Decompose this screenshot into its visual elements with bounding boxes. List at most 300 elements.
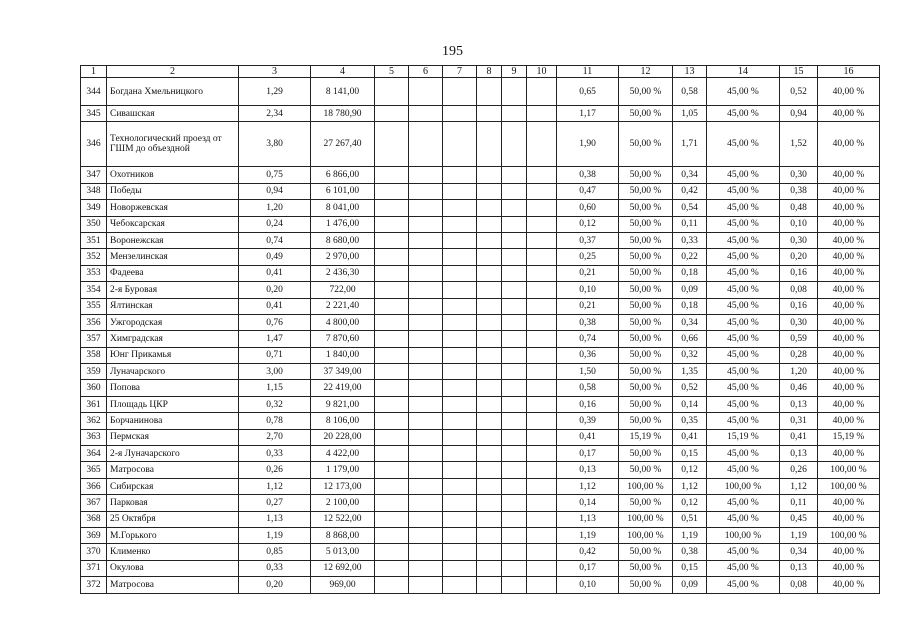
value-cell: 20 228,00 [311, 429, 375, 445]
value-cell: 0,58 [557, 380, 619, 396]
table-row [81, 560, 880, 576]
value-cell: 1,19 [673, 527, 707, 543]
empty-cell [502, 106, 527, 122]
empty-cell [443, 560, 477, 576]
value-cell: 0,38 [780, 183, 818, 199]
value-cell: 45,00 % [707, 122, 780, 167]
value-cell: 22 419,00 [311, 380, 375, 396]
value-cell: 0,11 [780, 495, 818, 511]
street-name: Попова [107, 380, 239, 396]
value-cell: 40,00 % [818, 122, 880, 167]
row-number: 369 [81, 527, 107, 543]
value-cell: 1 179,00 [311, 462, 375, 478]
empty-cell [502, 282, 527, 298]
value-cell: 2,70 [239, 429, 311, 445]
value-cell: 50,00 % [619, 413, 673, 429]
street-name: Ужгородская [107, 314, 239, 330]
value-cell: 40,00 % [818, 216, 880, 232]
value-cell: 0,26 [239, 462, 311, 478]
value-cell: 50,00 % [619, 577, 673, 593]
value-cell: 45,00 % [707, 183, 780, 199]
value-cell: 1,19 [239, 527, 311, 543]
street-name: 25 Октября [107, 511, 239, 527]
table-row [81, 232, 880, 248]
empty-cell [527, 249, 557, 265]
value-cell: 1 840,00 [311, 347, 375, 363]
value-cell: 0,65 [557, 78, 619, 106]
empty-cell [375, 511, 409, 527]
street-name: Мензелинская [107, 249, 239, 265]
empty-cell [502, 413, 527, 429]
empty-cell [443, 106, 477, 122]
row-number: 359 [81, 364, 107, 380]
value-cell: 0,35 [673, 413, 707, 429]
value-cell: 45,00 % [707, 282, 780, 298]
value-cell: 0,52 [780, 78, 818, 106]
column-header-11: 11 [557, 66, 619, 78]
value-cell: 0,41 [239, 298, 311, 314]
value-cell: 0,20 [239, 577, 311, 593]
value-cell: 27 267,40 [311, 122, 375, 167]
value-cell: 50,00 % [619, 347, 673, 363]
table-row [81, 314, 880, 330]
value-cell: 0,38 [673, 544, 707, 560]
value-cell: 0,26 [780, 462, 818, 478]
empty-cell [502, 560, 527, 576]
row-number: 371 [81, 560, 107, 576]
row-number: 358 [81, 347, 107, 363]
empty-cell [502, 122, 527, 167]
row-number: 360 [81, 380, 107, 396]
value-cell: 0,45 [780, 511, 818, 527]
row-number: 357 [81, 331, 107, 347]
value-cell: 12 692,00 [311, 560, 375, 576]
value-cell: 0,60 [557, 200, 619, 216]
empty-cell [527, 446, 557, 462]
empty-cell [409, 495, 443, 511]
value-cell: 0,12 [673, 495, 707, 511]
value-cell: 100,00 % [619, 478, 673, 494]
value-cell: 0,10 [557, 577, 619, 593]
value-cell: 5 013,00 [311, 544, 375, 560]
value-cell: 0,75 [239, 167, 311, 183]
table-row [81, 331, 880, 347]
value-cell: 0,33 [239, 560, 311, 576]
value-cell: 40,00 % [818, 265, 880, 281]
empty-cell [502, 495, 527, 511]
empty-cell [443, 446, 477, 462]
empty-cell [375, 106, 409, 122]
empty-cell [409, 122, 443, 167]
empty-cell [409, 216, 443, 232]
column-header-5: 5 [375, 66, 409, 78]
value-cell: 50,00 % [619, 122, 673, 167]
empty-cell [443, 495, 477, 511]
value-cell: 0,10 [557, 282, 619, 298]
value-cell: 0,12 [673, 462, 707, 478]
empty-cell [502, 200, 527, 216]
value-cell: 7 870,60 [311, 331, 375, 347]
row-number: 368 [81, 511, 107, 527]
value-cell: 50,00 % [619, 446, 673, 462]
empty-cell [502, 544, 527, 560]
street-name: 2-я Луначарского [107, 446, 239, 462]
value-cell: 0,74 [557, 331, 619, 347]
table-row [81, 347, 880, 363]
street-name: Площадь ЦКР [107, 396, 239, 412]
value-cell: 50,00 % [619, 249, 673, 265]
empty-cell [409, 347, 443, 363]
row-number: 370 [81, 544, 107, 560]
value-cell: 3,00 [239, 364, 311, 380]
value-cell: 50,00 % [619, 106, 673, 122]
value-cell: 40,00 % [818, 347, 880, 363]
street-name: Ялтинская [107, 298, 239, 314]
value-cell: 0,13 [557, 462, 619, 478]
empty-cell [443, 478, 477, 494]
value-cell: 0,76 [239, 314, 311, 330]
value-cell: 45,00 % [707, 364, 780, 380]
table-row [81, 446, 880, 462]
empty-cell [477, 446, 502, 462]
street-name: Борчанинова [107, 413, 239, 429]
value-cell: 9 821,00 [311, 396, 375, 412]
value-cell: 0,54 [673, 200, 707, 216]
value-cell: 0,27 [239, 495, 311, 511]
empty-cell [375, 429, 409, 445]
empty-cell [409, 413, 443, 429]
empty-cell [477, 183, 502, 199]
value-cell: 0,20 [780, 249, 818, 265]
empty-cell [375, 200, 409, 216]
value-cell: 722,00 [311, 282, 375, 298]
empty-cell [443, 249, 477, 265]
header-row [81, 66, 880, 78]
empty-cell [502, 527, 527, 543]
row-number: 353 [81, 265, 107, 281]
value-cell: 50,00 % [619, 232, 673, 248]
value-cell: 50,00 % [619, 216, 673, 232]
value-cell: 50,00 % [619, 560, 673, 576]
row-number: 347 [81, 167, 107, 183]
empty-cell [477, 413, 502, 429]
value-cell: 50,00 % [619, 298, 673, 314]
value-cell: 0,13 [780, 560, 818, 576]
empty-cell [527, 478, 557, 494]
value-cell: 50,00 % [619, 183, 673, 199]
value-cell: 45,00 % [707, 495, 780, 511]
value-cell: 50,00 % [619, 544, 673, 560]
value-cell: 0,30 [780, 314, 818, 330]
row-number: 351 [81, 232, 107, 248]
value-cell: 0,42 [673, 183, 707, 199]
row-number: 362 [81, 413, 107, 429]
value-cell: 45,00 % [707, 446, 780, 462]
empty-cell [502, 78, 527, 106]
value-cell: 40,00 % [818, 413, 880, 429]
value-cell: 0,21 [557, 298, 619, 314]
value-cell: 0,30 [780, 232, 818, 248]
table-row [81, 183, 880, 199]
empty-cell [527, 216, 557, 232]
value-cell: 1,47 [239, 331, 311, 347]
empty-cell [443, 347, 477, 363]
value-cell: 1,12 [557, 478, 619, 494]
empty-cell [443, 216, 477, 232]
value-cell: 0,34 [780, 544, 818, 560]
value-cell: 1,19 [780, 527, 818, 543]
empty-cell [375, 216, 409, 232]
column-header-2: 2 [107, 66, 239, 78]
value-cell: 50,00 % [619, 380, 673, 396]
empty-cell [375, 167, 409, 183]
empty-cell [527, 462, 557, 478]
value-cell: 6 101,00 [311, 183, 375, 199]
row-number: 372 [81, 577, 107, 593]
value-cell: 40,00 % [818, 511, 880, 527]
empty-cell [375, 380, 409, 396]
value-cell: 40,00 % [818, 396, 880, 412]
value-cell: 0,41 [239, 265, 311, 281]
value-cell: 0,25 [557, 249, 619, 265]
empty-cell [375, 413, 409, 429]
street-name: Новоржевская [107, 200, 239, 216]
street-name: 2-я Буровая [107, 282, 239, 298]
empty-cell [477, 78, 502, 106]
empty-cell [409, 232, 443, 248]
value-cell: 0,18 [673, 265, 707, 281]
value-cell: 40,00 % [818, 282, 880, 298]
table-row [81, 200, 880, 216]
empty-cell [375, 78, 409, 106]
value-cell: 0,32 [239, 396, 311, 412]
table-row [81, 495, 880, 511]
value-cell: 0,74 [239, 232, 311, 248]
empty-cell [409, 462, 443, 478]
value-cell: 0,09 [673, 577, 707, 593]
empty-cell [443, 314, 477, 330]
empty-cell [477, 216, 502, 232]
value-cell: 50,00 % [619, 78, 673, 106]
empty-cell [443, 413, 477, 429]
row-number: 346 [81, 122, 107, 167]
table-row [81, 478, 880, 494]
value-cell: 100,00 % [707, 527, 780, 543]
empty-cell [375, 265, 409, 281]
empty-cell [502, 232, 527, 248]
value-cell: 0,18 [673, 298, 707, 314]
empty-cell [375, 462, 409, 478]
column-header-15: 15 [780, 66, 818, 78]
empty-cell [409, 511, 443, 527]
table-row [81, 216, 880, 232]
empty-cell [527, 167, 557, 183]
empty-cell [409, 183, 443, 199]
value-cell: 50,00 % [619, 282, 673, 298]
value-cell: 1,13 [239, 511, 311, 527]
empty-cell [502, 380, 527, 396]
value-cell: 100,00 % [619, 511, 673, 527]
value-cell: 2 221,40 [311, 298, 375, 314]
value-cell: 1,50 [557, 364, 619, 380]
value-cell: 0,15 [673, 560, 707, 576]
street-name: Матросова [107, 462, 239, 478]
value-cell: 0,10 [780, 216, 818, 232]
value-cell: 0,15 [673, 446, 707, 462]
empty-cell [502, 331, 527, 347]
empty-cell [477, 249, 502, 265]
empty-cell [375, 232, 409, 248]
empty-cell [527, 106, 557, 122]
table-row [81, 380, 880, 396]
empty-cell [409, 265, 443, 281]
street-name: Богдана Хмельницкого [107, 78, 239, 106]
empty-cell [527, 232, 557, 248]
value-cell: 0,22 [673, 249, 707, 265]
value-cell: 45,00 % [707, 249, 780, 265]
value-cell: 15,19 % [619, 429, 673, 445]
empty-cell [502, 478, 527, 494]
value-cell: 50,00 % [619, 396, 673, 412]
value-cell: 0,09 [673, 282, 707, 298]
value-cell: 15,19 % [818, 429, 880, 445]
value-cell: 0,42 [557, 544, 619, 560]
value-cell: 0,52 [673, 380, 707, 396]
empty-cell [375, 446, 409, 462]
empty-cell [502, 396, 527, 412]
value-cell: 0,38 [557, 314, 619, 330]
value-cell: 45,00 % [707, 331, 780, 347]
value-cell: 0,37 [557, 232, 619, 248]
empty-cell [443, 298, 477, 314]
value-cell: 1,71 [673, 122, 707, 167]
row-number: 366 [81, 478, 107, 494]
value-cell: 8 041,00 [311, 200, 375, 216]
value-cell: 40,00 % [818, 495, 880, 511]
street-name: Окулова [107, 560, 239, 576]
column-header-9: 9 [502, 66, 527, 78]
street-name: Юнг Прикамья [107, 347, 239, 363]
table-row [81, 265, 880, 281]
value-cell: 100,00 % [818, 478, 880, 494]
value-cell: 45,00 % [707, 232, 780, 248]
value-cell: 0,17 [557, 560, 619, 576]
empty-cell [409, 282, 443, 298]
value-cell: 1,05 [673, 106, 707, 122]
row-number: 352 [81, 249, 107, 265]
column-header-3: 3 [239, 66, 311, 78]
empty-cell [527, 413, 557, 429]
row-number: 364 [81, 446, 107, 462]
table-row [81, 462, 880, 478]
value-cell: 40,00 % [818, 167, 880, 183]
empty-cell [443, 462, 477, 478]
column-header-14: 14 [707, 66, 780, 78]
table-row [81, 282, 880, 298]
value-cell: 0,85 [239, 544, 311, 560]
empty-cell [477, 167, 502, 183]
column-header-1: 1 [81, 66, 107, 78]
empty-cell [409, 429, 443, 445]
empty-cell [409, 380, 443, 396]
empty-cell [375, 364, 409, 380]
value-cell: 1 476,00 [311, 216, 375, 232]
value-cell: 0,41 [673, 429, 707, 445]
street-name: Сивашская [107, 106, 239, 122]
value-cell: 0,33 [239, 446, 311, 462]
empty-cell [443, 78, 477, 106]
empty-cell [477, 122, 502, 167]
value-cell: 18 780,90 [311, 106, 375, 122]
value-cell: 0,41 [557, 429, 619, 445]
row-number: 349 [81, 200, 107, 216]
value-cell: 45,00 % [707, 560, 780, 576]
empty-cell [375, 122, 409, 167]
empty-cell [409, 314, 443, 330]
value-cell: 45,00 % [707, 265, 780, 281]
value-cell: 50,00 % [619, 462, 673, 478]
value-cell: 0,34 [673, 314, 707, 330]
value-cell: 45,00 % [707, 200, 780, 216]
value-cell: 0,31 [780, 413, 818, 429]
value-cell: 969,00 [311, 577, 375, 593]
empty-cell [409, 200, 443, 216]
empty-cell [443, 511, 477, 527]
empty-cell [502, 577, 527, 593]
value-cell: 0,49 [239, 249, 311, 265]
value-cell: 12 173,00 [311, 478, 375, 494]
empty-cell [375, 544, 409, 560]
empty-cell [477, 577, 502, 593]
value-cell: 40,00 % [818, 380, 880, 396]
empty-cell [375, 396, 409, 412]
empty-cell [527, 429, 557, 445]
value-cell: 2 436,30 [311, 265, 375, 281]
value-cell: 0,12 [557, 216, 619, 232]
value-cell: 1,12 [780, 478, 818, 494]
empty-cell [527, 183, 557, 199]
value-cell: 1,52 [780, 122, 818, 167]
empty-cell [409, 364, 443, 380]
value-cell: 0,38 [557, 167, 619, 183]
empty-cell [527, 314, 557, 330]
empty-cell [502, 265, 527, 281]
value-cell: 2 970,00 [311, 249, 375, 265]
empty-cell [443, 527, 477, 543]
empty-cell [409, 249, 443, 265]
value-cell: 0,39 [557, 413, 619, 429]
value-cell: 0,14 [557, 495, 619, 511]
column-header-7: 7 [443, 66, 477, 78]
column-header-6: 6 [409, 66, 443, 78]
empty-cell [477, 265, 502, 281]
value-cell: 8 106,00 [311, 413, 375, 429]
row-number: 348 [81, 183, 107, 199]
value-cell: 0,78 [239, 413, 311, 429]
empty-cell [477, 380, 502, 396]
value-cell: 1,19 [557, 527, 619, 543]
street-name: Фадеева [107, 265, 239, 281]
value-cell: 0,47 [557, 183, 619, 199]
value-cell: 50,00 % [619, 364, 673, 380]
table-row [81, 511, 880, 527]
empty-cell [477, 282, 502, 298]
empty-cell [375, 314, 409, 330]
empty-cell [527, 495, 557, 511]
empty-cell [443, 232, 477, 248]
value-cell: 0,32 [673, 347, 707, 363]
empty-cell [527, 347, 557, 363]
